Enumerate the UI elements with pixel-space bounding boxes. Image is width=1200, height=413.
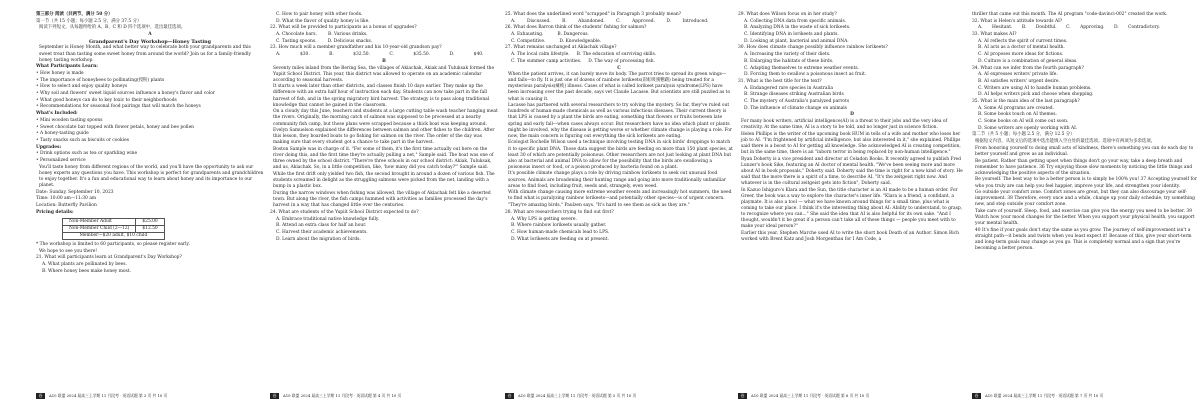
paragraph: During the narrow windows when fishing was allowed, the village of Akiachak felt like a deserted town. But along the river, the fish camps hummed with activities as families processed the day's harvest in a way that has changed little over the centuries.	[273, 190, 491, 209]
paragraph: 40 It's fine if your goals don't stay the same as you grow. The journey of self-improvement isn't a straight path—it bends and twists when you least expect it! Because of this, give your short-term and long-term goals may change as you go. This is completely normal and a sign that you're becoming a better person.	[975, 227, 1192, 252]
paragraph: Be patient. Rather than getting upset when things don't go your way, take a deep breath and remember to have patience. 36 Try enjoying those slow moments by noticing the little things and acknowledging the positive aspects of the situation.	[975, 158, 1193, 176]
table-cell: Member—$20 adult, $10 child	[63, 232, 165, 239]
paragraph: On a cloudy day this June, teachers and students at a large cutting table wash teacher hanging meat the rivers. Originally, the morning catch of salmon was supposed to be processed at a nearby community fish camp, but those plans were scrapped because a thick boat was keeping around.	[273, 109, 498, 127]
option: C. Approved.	[616, 18, 655, 24]
paragraph: Boston Sample was in charge of it. "For some of them, it's the first time actually out here on the river doing this, and the first time they're actually pulling a net," Sample said. The boat was one of three owned by the school district. "There're three schools in our school district: Akiak, Tuluksak, and us, Akiachak. So, in a little competition, like, 'how many did you catch today?'" Sample said.	[273, 147, 494, 171]
option: B. Attend an extra class for half an hour.	[276, 223, 367, 229]
option: A. AI reflects the spirit of current times.	[978, 38, 1068, 44]
option: A. Why LPS is getting severe.	[511, 216, 577, 222]
option: C. The mystery of Australia's paralyzed parrots	[744, 98, 850, 104]
paragraph: thriller that came out this month. The AI program "code-davinci-002" created the work.	[972, 12, 1168, 17]
option: B. Various drinks.	[328, 32, 368, 38]
option: B. Some books touch on AI themes.	[978, 112, 1057, 118]
table-cell: $12.50	[136, 225, 164, 232]
list-item: • How to select and enjoy quality honeys	[36, 84, 128, 90]
option-row	[505, 39, 733, 45]
option: A. AI expresses writers' private life.	[978, 72, 1058, 78]
paragraph: When the patient arrives, it can barely move its body. The parrot tries to spread its green wings—and fails—to fly. It is just one of dozens of rainbow lorikeets(彩虹吸蜜鹦鹉) being treated for a mysterious paralysis(瘫痪) illness. Cases of what is called lorikeet paralysis syndrome(LPS) have been increasing over the past decade, says vet Claude Lacasse. But scientists are still puzzled as to what is causing it.	[508, 72, 731, 102]
option: A. Some AI programs are created.	[978, 105, 1055, 111]
option: D. $40.	[449, 52, 484, 58]
question-23: 23. How much will a member grandfather and his 10-year-old grandson pay?	[270, 45, 442, 51]
upgrades-heading: Upgrades:	[36, 144, 62, 150]
part-heading: 第一节（共 15 小题；每小题 2.5 分，满分 37.5 分）	[36, 18, 142, 24]
brand-logo-icon: 卷	[505, 393, 514, 399]
list-item: • How honey is made	[36, 71, 84, 76]
column-2	[270, 12, 498, 382]
question-28: 28. What are researchers trying to find out first?	[505, 209, 614, 215]
option: D. Introduced.	[666, 18, 709, 24]
table-row	[63, 225, 165, 232]
table-row	[63, 232, 165, 239]
paragraph: Lacasse has partnered with several researchers to try solving the mystery. So far, they've ruled out hundreds of human-made chemicals as well as various infectious diseases. Their current theory is that LPS is caused by a plant the birds are eating, something that flowers or fruits between late spring and early fall—when cases always occur. But researchers have no idea which plant or plants might be involved, why the disease is getting worse or whether climate change is playing a role. For now, the main concern is figuring out everything the sick lorikeets are eating.	[508, 103, 733, 139]
option: D. Learn about the migration of birds.	[276, 236, 361, 242]
option: A. Endangered rare species in Australia	[744, 85, 833, 91]
option: A. Hesitant.	[978, 25, 1013, 31]
question-25: 25. What does the underlined word "scrapped" in Paragraph 3 probably mean?	[505, 12, 682, 17]
paragraph: While the first drift only yielded two fish, the second brought in around a dozen of various fish. The students screamed in delight as the struggling salmons were picked from the net, landing with a bump in a plastic box.	[273, 172, 495, 190]
column-1	[36, 12, 264, 382]
option: B. AI satisfies writers' urgent desire.	[978, 78, 1060, 84]
paragraph: Earlier this year, Stephen Marche used AI to write the short book Death of an Author. Simon Rich worked with Brent Katz and Josh Morgenthau for I Am Code, a	[741, 231, 959, 243]
option: D. Delicious snacks.	[327, 38, 373, 44]
option: C. Adapting themselves to extreme weather events.	[744, 65, 860, 71]
paragraph: Helen Phillips is the writer of the upcoming book HUM in tells of a wife and mother who loses her job to AI. "I'm frightened by artificial intelligence, but also interested in it," she explained. Phillips said there is a boost to AI for getting all knowledge. She acknowledged AI is creating competition, but in the same time, there is an "inborn terror in being replaced by non-human intelligence."	[741, 131, 961, 156]
option: C. Writers are using AI to handle human problems.	[978, 85, 1092, 91]
paragraph: It's possible climate change plays a role by driving rainbow lorikeets to seek out unusual food sources. Animals are broadening their hunting range and going into more traditionally unfamiliar areas to find food, including fruit, seeds and, strangely, even weed.	[508, 171, 726, 189]
pricing-table	[62, 218, 165, 240]
footer-text: A10 联盟 2024 届高三上学期 11 月段考 · 英语试题 第 7 页 共 10 页	[985, 393, 1104, 398]
option: A. Increasing the variety of their diets.	[744, 52, 831, 58]
option: C. Tasting spoons.	[276, 38, 317, 44]
question-29: 29. What does Wilson focus on in her study?	[738, 12, 837, 17]
passage-letter: C	[617, 65, 621, 71]
option: A. Chocolate bars.	[276, 32, 317, 38]
paragraph: Be yourself. The best way to be a better person is to simply be 100% you! 37 Accepting yourself for who you truly are can help you feel happier, improve your life, and strengthen your identity.	[975, 177, 1197, 189]
section-heading: 第三部分 阅读（共两节，满分 50 分）	[36, 12, 113, 17]
paragraph: For many book writers, artificial intelligence(AI) is a threat to their jobs and the very idea of creativity. At the same time, AI is a story to be told, and no longer just in science fiction.	[741, 119, 948, 131]
option: D. Culture is a combination of general ideas.	[978, 58, 1078, 64]
option-row	[270, 32, 498, 38]
pricing-heading: Pricing details:	[36, 209, 74, 215]
brand-logo-icon: 卷	[36, 393, 45, 399]
event-date: Date: Sunday, September 10, 2023	[36, 189, 114, 195]
brand-logo-icon: 卷	[972, 393, 981, 399]
option: C. Competitive.	[511, 38, 546, 44]
option: A. Exhausting.	[511, 32, 544, 38]
option: D. Contradictory.	[1113, 25, 1160, 31]
option: A. Collecting DNA data from specific animals.	[744, 18, 847, 24]
part-heading: 第二节（共 5 小题；每小题 2.5 分，满分 12.5 分）	[972, 132, 1075, 138]
option: A. $30.	[276, 52, 310, 58]
footer-text: A10 联盟 2024 届高三上学期 11 月段考 · 英语试题 第 3 页 共 10 页	[49, 393, 168, 398]
option: A. Discussed.	[511, 18, 551, 24]
option: C. Harvest their academic achievements.	[276, 229, 368, 235]
option: B. Abandoned.	[562, 18, 605, 24]
option: C. Approving.	[1066, 25, 1105, 31]
event-location: Location: Butterfly Pavilion	[36, 202, 97, 208]
page-footer	[270, 392, 401, 400]
option-row	[270, 39, 498, 45]
paragraph: Seventy miles inland from the Bering Sea, the villages of Akiachak, Akiak and Tuluksak formed the Yupiit School District. This year, this district was allowed to operate on an academic calendar according to seasonal harvests.	[273, 65, 495, 83]
paragraph: With climate change causing more extreme weather events and increasingly hot summers, the need to find what is paralyzing rainbow lorikeets—and potentially other species—is of urgent concern.	[508, 190, 732, 202]
paragraph: Evelyn Samuelson explained the differences between salmon and other fishes to the children. After this lesson, they boarded boats to go fishing for salmon on the river. The order of the day was making sure that every student got a chance to take part in the harvest.	[273, 128, 495, 146]
option: A. What plants are pollinated by bees.	[42, 262, 127, 268]
paragraph: Ryan Doherty is a vice president and director at Celadon Books. It recently agreed to publish Fred Lunzer's book Sike, featuring an AI doctor of mental health. "We've been seeing more and more about AI in book proposals," Doherty said. Doherty said the time is right for a new kind of story. He said that the more there is a spirit of a time, to describe AI. "It's the zeitgeist right now. And whatever is in the cultural zeitgeist gets into fiction", Doherty said.	[741, 156, 963, 187]
option: B. Dangerous.	[557, 32, 589, 38]
page-footer	[36, 392, 167, 400]
list-item: • Mini wooden tasting spoons	[36, 117, 103, 123]
question-34: 34. What can we infer from the fourth paragraph?	[972, 65, 1084, 71]
option: D. Looking at plant, bacterial and animal DNA.	[744, 38, 849, 44]
list-item: • Personalized service	[36, 157, 86, 163]
passage-letter: D	[850, 112, 854, 118]
option: C. The summer camp activities.	[511, 58, 582, 64]
option: C. $35.50.	[389, 52, 431, 58]
list-item: • Sweet chocolate bar topped with flower petals, honey and bee pollen	[36, 124, 195, 130]
included-heading: What's Included:	[36, 111, 78, 117]
note: * The workshop is limited to 60 participants, so please register early.	[36, 242, 190, 248]
question-31: 31. What is the best title for the text?	[738, 78, 822, 84]
page-footer	[738, 392, 869, 400]
list-item: • The importance of honeybees to pollinating(授粉) plants	[36, 77, 165, 83]
event-time: Time: 10:00 am—11:30 am	[36, 196, 97, 202]
page-footer	[972, 392, 1103, 400]
option: D. What the flavor of quality honey is like.	[276, 18, 370, 24]
passage-letter: B	[382, 58, 386, 64]
passage-letter: A	[148, 32, 152, 38]
table-row	[63, 218, 165, 225]
footer-text: A10 联盟 2024 届高三上学期 11 月段考 · 英语试题 第 6 页 共 10 页	[751, 393, 870, 398]
option: D. AI helps writers pick and choose when shopping.	[978, 92, 1094, 98]
question-33: 33. What makes AI?	[972, 32, 1017, 38]
list-item: • Drink options such as tea or sparkling wine	[36, 151, 138, 157]
option-row	[505, 59, 733, 65]
option: D. Forcing them to swallow a poisonous insect as fruit.	[744, 72, 867, 78]
intro: September is Honey Month, and what better way to celebrate both your grandparents and this sweet treat than tasting some sweet honey from around the world? Join us for a family-friendly honey tasting workshop.	[39, 45, 251, 63]
question-26: 26. What does Barron think of the students' fishing for salmon?	[505, 25, 647, 31]
column-3	[505, 12, 733, 382]
question-27: 27. What remains unchanged at Akiachak village?	[505, 45, 617, 51]
option: B. Doubtful.	[1021, 25, 1057, 31]
option: D. Some writers are openly working with AI.	[978, 125, 1078, 131]
footer-text: A10 联盟 2024 届高三上学期 11 月段考 · 英语试题 第 5 页 共 10 页	[518, 393, 637, 398]
question-24: 24. What are students of the Yupiit School District expected to do?	[270, 209, 419, 215]
option: B. Enlarging the habitats of these birds.	[744, 58, 834, 64]
learn-heading: What Participants Learn:	[36, 64, 98, 70]
brand-logo-icon: 卷	[738, 393, 747, 399]
option-row	[505, 19, 733, 25]
question-30: 30. How does climate change possibly influence rainbow lorikeets?	[738, 45, 888, 51]
option: C. Some books on AI will come out soon.	[978, 119, 1069, 124]
instruction: 阅读下列短文，从每题所给的 A、B、C 和 D 四个选项中，选出最佳选项。	[39, 25, 186, 31]
option: D. Knowledgeable.	[559, 38, 602, 44]
option: D. The way of processing fish.	[588, 58, 656, 64]
paragraph: Take care of yourself. Sleep, food, and exercise can give you the energy you need to be better. 39 Watch how your mood changes for the better. When you support your physical health, you support your mental health.	[975, 209, 1195, 227]
question-35: 35. What is the main idea of the last paragraph?	[972, 98, 1080, 104]
option: A. The local calm lifestyle.	[511, 52, 570, 58]
table-cell: $25.00	[136, 218, 164, 225]
option: D. What lorikeets are feeding on at present.	[511, 236, 609, 242]
option-row	[505, 32, 733, 38]
list-item: • A honey-tasting guide	[36, 131, 89, 137]
paragraph: Ecologist Rochelle Wilson used a technique involving testing DNA in sick birds' droppings to match it to specific plant DNA. Those data suggest the birds are feeding on more than 150 plant species, at least 30 of which are potentially poisonous. Other researchers are not just looking at plant DNA but also at bacterial and animal DNA to allow for the possibility that the birds are swallowing a poisonous insect or food, or a poison produced by bacteria found on a plant.	[508, 140, 733, 170]
option-row	[972, 25, 1200, 31]
paragraph: From honoring yourself to doing small acts of kindness, there's something you can do each day to better yourself and grow as an individual.	[975, 145, 1194, 157]
option-row	[505, 52, 733, 58]
passage-title: Grandparent's Day Workshop—Honey Tasting	[89, 38, 211, 45]
table-cell: Non-Member Child (2—12)	[63, 225, 136, 232]
question-21: 21. What will participants learn at Grandparent's Day Workshop?	[36, 255, 182, 261]
option: A. Embrace traditional native knowledge fully.	[276, 216, 380, 222]
instruction: 根据短文内容，从短文后的选项中选出能填入空白处的最佳选项。选项中有两项为多余选项。	[975, 139, 1156, 145]
page-footer	[505, 392, 636, 400]
option: B. The education of surviving skills.	[576, 52, 657, 58]
option: D. The influence of climate change on animals	[744, 105, 847, 111]
list-item: • Tasty snacks such as biscuits or cookies	[36, 137, 129, 143]
column-4	[738, 12, 966, 382]
table-cell: Non-Member Adult	[63, 218, 136, 225]
option: B. AI acts as a doctor of mental health.	[978, 45, 1065, 51]
column-5	[972, 12, 1200, 382]
paragraph: Go outside your comfort zone. Comfort zones are great, but they can also discourage your self-improvement. 38 Therefore, every once and a while, change up your daily schedule, try something new, and step outside your comfort zone.	[975, 190, 1195, 208]
list-item: • Why soil and flowers' sweet liquid sources influence a honey's flavor and color	[36, 91, 215, 97]
paragraph: In Kazuo Ishiguro's Klara and the Sun, the title character is an AI made to be a human order. For Greer, the book was a way to explore the character's inner life. "Klara is a friend, a confidant, a playmate. It is also a tool — what we have known around things for a small time, plus what is coming to take our place. I think it's the interesting thing about AI: Ability to understand, to grasp, to recognize where you can..." She said the idea that AI is also helpful for its own sake. "And I thought, wouldn't it be great if a person can't take all of these things — people you meet with to make your ideal person?"	[741, 187, 963, 230]
option: B. Where honey bees make honey most.	[42, 268, 131, 274]
question-32: 32. What is Helen's attitude towards AI?	[972, 18, 1063, 24]
list-item: • Recommendations for seasonal food pairings that will match the honeys	[36, 104, 201, 110]
option: C. Identifying DNA in lorikeets and plants.	[744, 32, 839, 38]
option-row	[270, 52, 498, 58]
question-22: 22. What will be provided to participants as a bonus of upgrades?	[270, 25, 417, 31]
option: B. Strange diseases striking Australian birds	[744, 92, 844, 98]
option: C. How human-made chemicals lead to LPS.	[511, 229, 610, 235]
brand-logo-icon: 卷	[270, 393, 279, 399]
option: C. How to pair honey with other foods.	[276, 12, 363, 17]
paragraph: It starts a week later than other districts, and classes finish 10 days earlier. They make up the difference with an extra half hour of instruction each day. Students can now take part in the fall harvest of fish, and in the spring migratory bird harvest. The strategy is to pass along traditional knowledge that cannot be gained in the classroom.	[273, 84, 490, 108]
paragraph: "They're amazing birds," Paulzen says. "It's hard to see them as sick as they are."	[508, 203, 690, 209]
option: B. $32.50.	[329, 52, 370, 58]
footer-text: A10 联盟 2024 届高三上学期 11 月段考 · 英语试题 第 4 页 共 10 页	[283, 393, 402, 398]
option: B. Where rainbow lorikeets usually gather.	[511, 223, 607, 229]
list-item: • What good honeys can do to key toxic to their neighborhoods	[36, 97, 177, 103]
note: We hope to see you there!	[39, 248, 98, 254]
closing-paragraph: You'll taste honey from different regions of the world, and you'll have the opportunity to ask our honey experts any questions you have. This workshop is perfect for grandparents and grandchildren to enjoy together. It's a fun and educational way to learn about honey and its importance to our planet.	[39, 164, 264, 188]
option: B. Analyzing DNA in the waste of sick lorikeets.	[744, 25, 851, 31]
option: C. AI proposes more ideas for fictions.	[978, 52, 1064, 58]
